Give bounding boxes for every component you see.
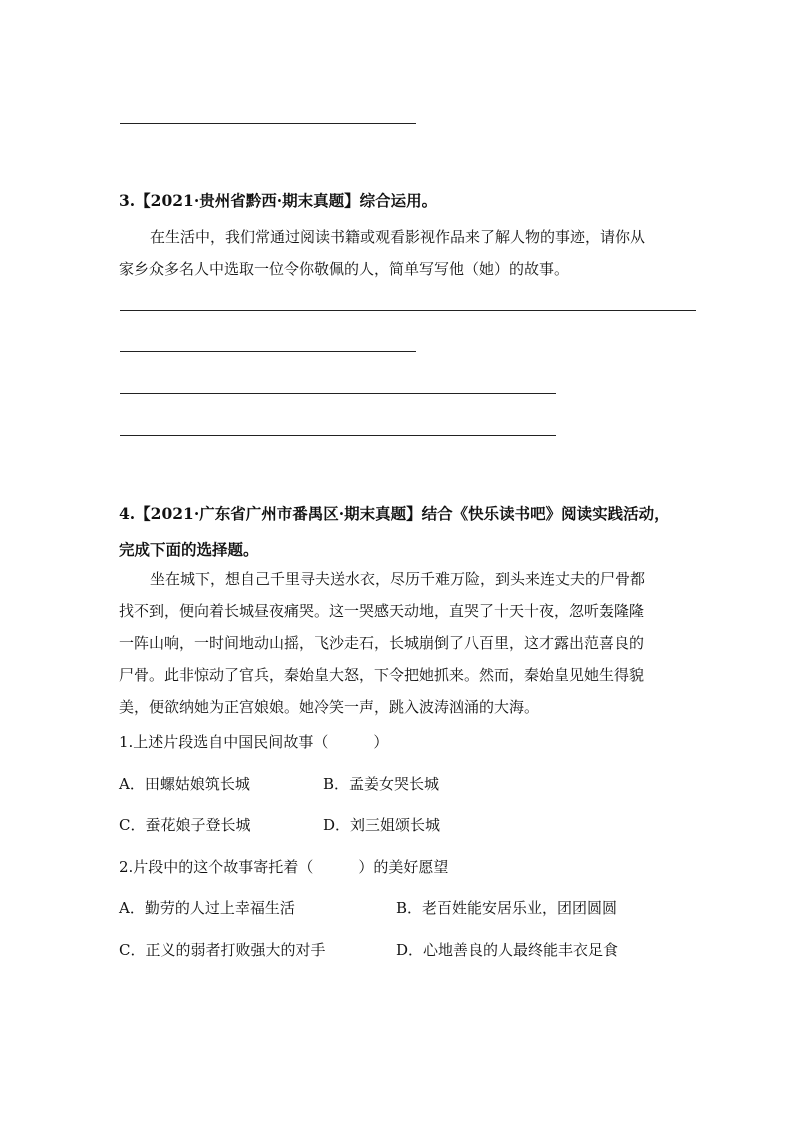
q4-sub1-option-c[interactable]: C．蚕花娘子登长城 <box>119 816 251 834</box>
q4-sub1-option-b[interactable]: B．孟姜女哭长城 <box>323 775 440 793</box>
q3-answer-line-1[interactable] <box>120 310 696 311</box>
q4-sub1-option-a[interactable]: A．田螺姑娘筑长城 <box>119 775 250 793</box>
q4-sub2-option-a[interactable]: A．勤劳的人过上幸福生活 <box>119 899 295 917</box>
q3-heading: 3.【2021·贵州省黔西·期末真题】综合运用。 <box>119 191 438 210</box>
q4-sub2-option-c[interactable]: C．正义的弱者打败强大的对手 <box>119 941 326 959</box>
q4-sub2-option-b[interactable]: B．老百姓能安居乐业，团团圆圆 <box>396 899 618 917</box>
q3-answer-line-3[interactable] <box>120 393 556 394</box>
q4-sub1-option-d[interactable]: D．刘三姐颂长城 <box>323 816 441 834</box>
q4-sub1-question: 1.上述片段选自中国民间故事（ ） <box>119 733 389 751</box>
q4-heading-line-2: 完成下面的选择题。 <box>119 540 259 559</box>
q4-heading-line-1: 4.【2021·广东省广州市番禺区·期末真题】结合《快乐读书吧》阅读实践活动， <box>119 504 670 523</box>
q4-passage-line-3: 一阵山响，一时间地动山摇，飞沙走石，长城崩倒了八百里，这才露出范喜良的 <box>119 634 645 652</box>
q3-paragraph-line-1: 在生活中，我们常通过阅读书籍或观看影视作品来了解人物的事迹，请你从 <box>150 228 646 246</box>
q3-answer-line-4[interactable] <box>120 435 556 436</box>
q4-passage-line-5: 美，便欲纳她为正宫娘娘。她冷笑一声，跳入波涛汹涌的大海。 <box>119 698 540 716</box>
answer-line-top[interactable] <box>120 123 416 124</box>
q4-passage-line-4: 尸骨。此非惊动了官兵，秦始皇大怒，下令把她抓来。然而，秦始皇见她生得貌 <box>119 666 645 684</box>
q4-passage-line-1: 坐在城下，想自己千里寻夫送水衣，尽历千难万险，到头来连丈夫的尸骨都 <box>150 570 646 588</box>
q4-sub2-option-d[interactable]: D．心地善良的人最终能丰衣足食 <box>396 941 619 959</box>
q3-paragraph-line-2: 家乡众多名人中选取一位令你敬佩的人，简单写写他（她）的故事。 <box>119 260 570 278</box>
q4-passage-line-2: 找不到，便向着长城昼夜痛哭。这一哭感天动地，直哭了十天十夜，忽听轰隆隆 <box>119 602 645 620</box>
q3-answer-line-2[interactable] <box>120 351 416 352</box>
q4-sub2-question: 2.片段中的这个故事寄托着（ ）的美好愿望 <box>119 858 449 876</box>
